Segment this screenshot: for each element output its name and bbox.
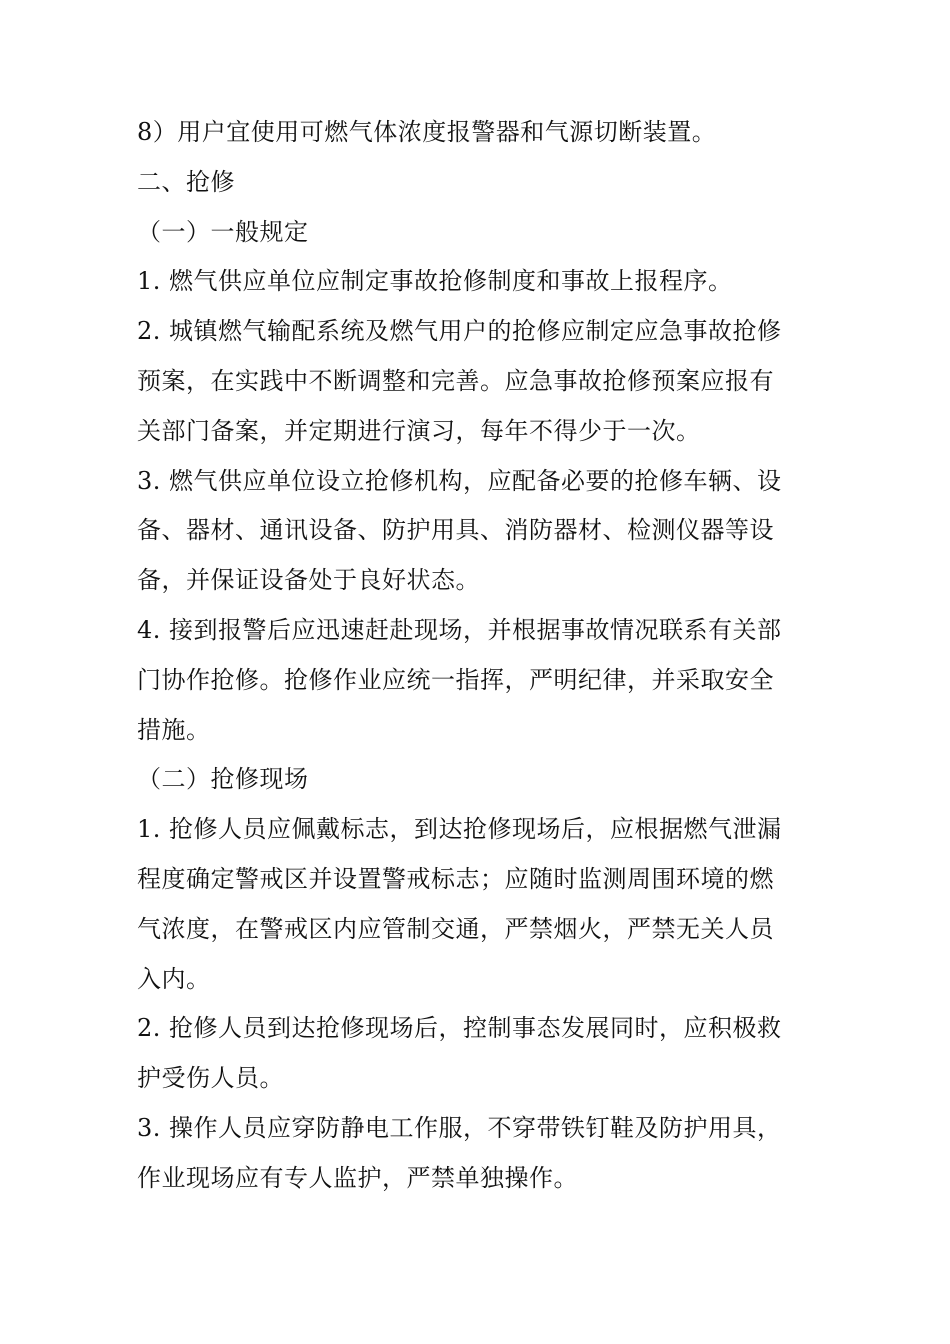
text-line: 1. 燃气供应单位应制定事故抢修制度和事故上报程序。 (137, 267, 733, 296)
text-line: 程度确定警戒区并设置警戒标志；应随时监测周围环境的燃 (137, 864, 774, 893)
text-line: 措施。 (137, 715, 211, 744)
text-line: 备、器材、通讯设备、防护用具、消防器材、检测仪器等设 (137, 516, 774, 545)
section-heading: 二、抢修 (137, 167, 235, 196)
text-line: 关部门备案，并定期进行演习，每年不得少于一次。 (137, 416, 701, 445)
text-line: 4. 接到报警后应迅速赶赴现场，并根据事故情况联系有关部 (137, 615, 782, 644)
text-line: 8）用户宜使用可燃气体浓度报警器和气源切断装置。 (137, 118, 717, 146)
text-line: 护受伤人员。 (137, 1064, 284, 1093)
subsection-heading: （一）一般规定 (137, 217, 309, 246)
text-line: 气浓度，在警戒区内应管制交通，严禁烟火，严禁无关人员 (137, 914, 774, 943)
text-line: 备，并保证设备处于良好状态。 (137, 566, 480, 595)
text-line: 作业现场应有专人监护，严禁单独操作。 (137, 1163, 578, 1192)
text-line: 1. 抢修人员应佩戴标志，到达抢修现场后，应根据燃气泄漏 (137, 815, 782, 844)
text-line: 3. 操作人员应穿防静电工作服，不穿带铁钉鞋及防护用具， (137, 1113, 782, 1142)
text-line: 预案，在实践中不断调整和完善。应急事故抢修预案应报有 (137, 366, 774, 395)
document-body (137, 108, 817, 1204)
subsection-heading: （二）抢修现场 (137, 765, 309, 794)
text-line: 3. 燃气供应单位设立抢修机构，应配备必要的抢修车辆、设 (137, 466, 782, 495)
text-line: 2. 城镇燃气输配系统及燃气用户的抢修应制定应急事故抢修 (137, 317, 782, 346)
text-line: 2. 抢修人员到达抢修现场后，控制事态发展同时，应积极救 (137, 1014, 782, 1043)
text-line: 入内。 (137, 964, 211, 993)
text-line: 门协作抢修。抢修作业应统一指挥，严明纪律，并采取安全 (137, 665, 774, 694)
